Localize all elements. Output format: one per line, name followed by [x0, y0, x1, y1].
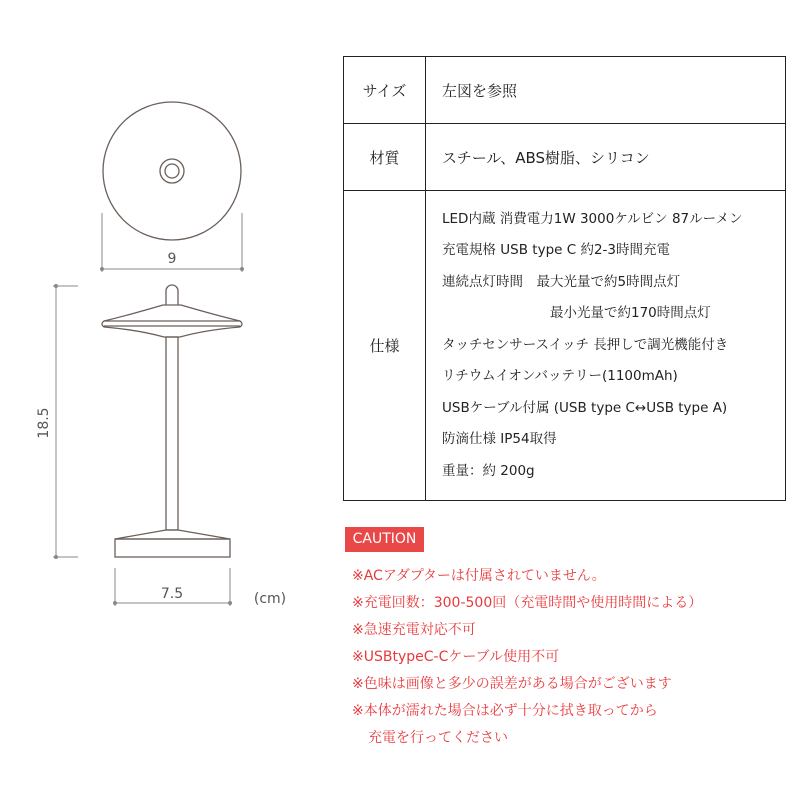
caution-note: ※本体が濡れた場合は必ず十分に拭き取ってから — [352, 703, 658, 719]
unit-label: (cm) — [253, 591, 287, 607]
row-label: 仕様 — [344, 191, 426, 501]
top-view — [103, 102, 241, 240]
lamp-dimension-drawing — [0, 0, 330, 640]
caution-note: ※色味は画像と多少の誤差がある場合がございます — [352, 676, 672, 692]
top-width-label: 9 — [167, 251, 177, 267]
row-value: スチール、ABS樹脂、シリコン — [426, 124, 786, 191]
spec-line: 重量：約 200g — [442, 462, 535, 479]
spec-line: タッチセンサースイッチ 長押しで調光機能付き — [442, 336, 729, 353]
height-label: 18.5 — [36, 407, 52, 439]
caution-note: ※急速充電対応不可 — [352, 622, 476, 638]
caution-note: 充電を行ってください — [368, 730, 508, 746]
row-value: 左図を参照 — [426, 57, 786, 124]
caution-note: ※USBtypeC-Cケーブル使用不可 — [352, 649, 560, 665]
caution-note: ※ACアダプターは付属されていません。 — [352, 568, 606, 584]
spec-line: リチウムイオンバッテリー(1100mAh) — [442, 368, 678, 385]
spec-line: 最小光量で約170時間点灯 — [550, 305, 711, 322]
caution-notes — [352, 563, 702, 752]
row-value — [426, 191, 786, 501]
spec-line: LED内蔵 消費電力1W 3000ケルビン 87ルーメン — [442, 210, 743, 227]
side-view — [102, 285, 242, 557]
row-label: 材質 — [344, 124, 426, 191]
spec-line: USBケーブル付属 (USB type C↔USB type A) — [442, 399, 728, 416]
spec-table — [343, 56, 786, 501]
base-width-label: 7.5 — [160, 586, 184, 602]
spec-line: 連続点灯時間 最大光量で約5時間点灯 — [442, 273, 681, 290]
height-dimension — [53, 285, 78, 559]
caution-note: ※充電回数：300-500回（充電時間や使用時間による） — [352, 595, 703, 611]
spec-line: 充電規格 USB type C 約2-3時間充電 — [442, 242, 671, 259]
spec-line: 防滴仕様 IP54取得 — [442, 431, 557, 448]
row-label: サイズ — [344, 57, 426, 124]
table-row-material — [344, 124, 786, 191]
caution-badge: CAUTION — [345, 527, 424, 552]
table-row-size — [344, 57, 786, 124]
table-row-specs — [344, 191, 786, 501]
